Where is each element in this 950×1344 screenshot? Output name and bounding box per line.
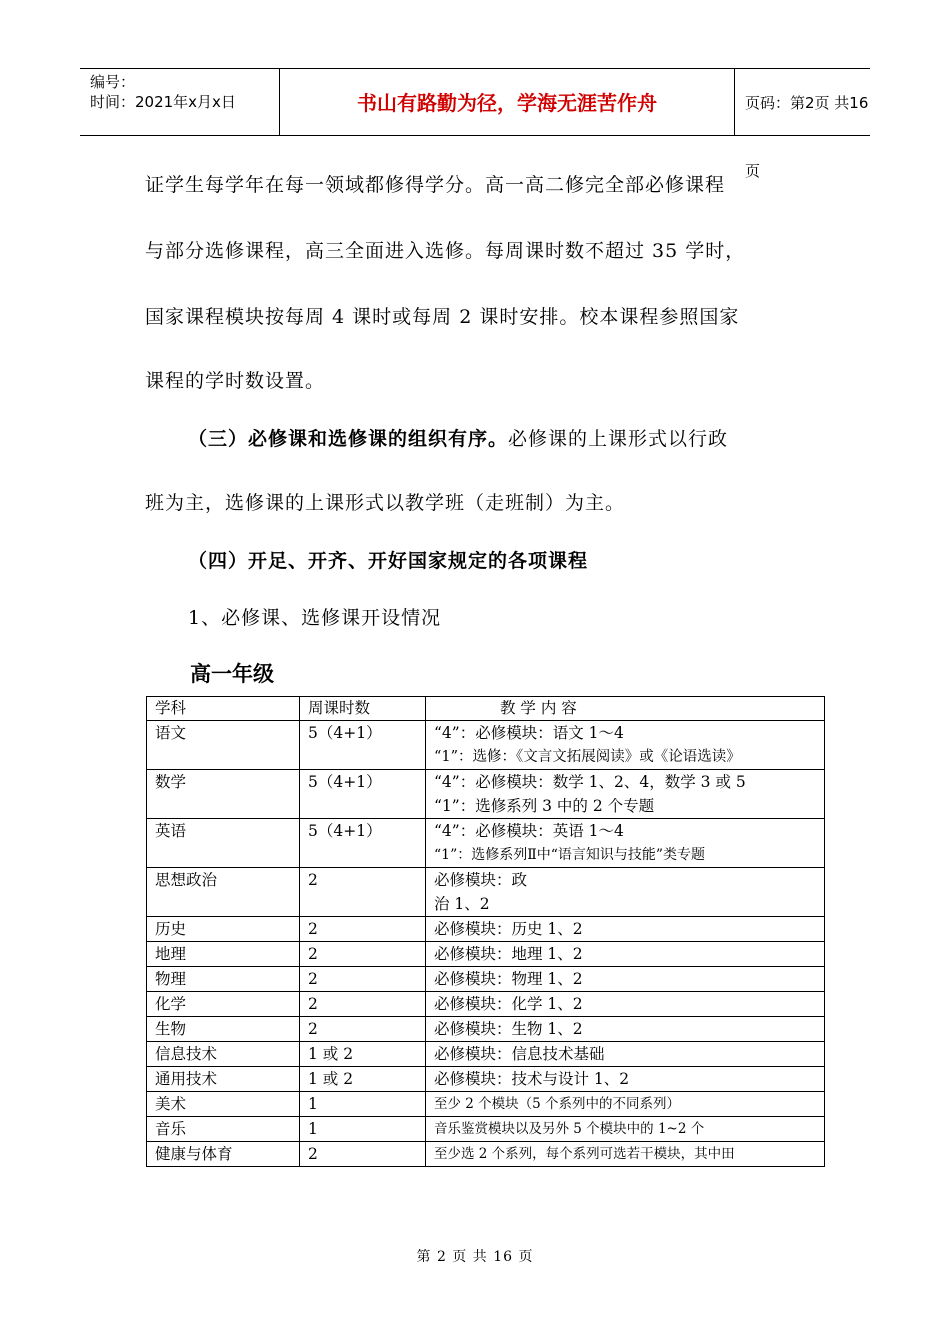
table-row — [147, 1092, 825, 1117]
cell-hours: 1 或 2 — [300, 1067, 426, 1092]
cell-content — [426, 967, 825, 992]
section4-heading: （四）开足、开齐、开好国家规定的各项课程 — [188, 550, 589, 572]
section3-line2: 班为主，选修课的上课形式以教学班（走班制）为主。 — [145, 492, 626, 514]
cell-content — [426, 942, 825, 967]
cell-subject: 美术 — [147, 1092, 300, 1117]
col-header-content: 教 学 内 容 — [426, 697, 825, 721]
cell-hours: 2 — [300, 992, 426, 1017]
table-row — [147, 992, 825, 1017]
content-line: “1”：选修系列Ⅱ中“语言知识与技能”类专题 — [434, 847, 706, 863]
cell-content — [426, 819, 825, 868]
course-table — [146, 696, 825, 1167]
table-row — [147, 1017, 825, 1042]
cell-subject: 音乐 — [147, 1117, 300, 1142]
cell-content — [426, 1142, 825, 1167]
cell-subject: 语文 — [147, 721, 300, 770]
content-line: 至少 2 个模块（5 个系列中的不同系列） — [434, 1096, 681, 1112]
col-header-hours: 周课时数 — [300, 697, 426, 721]
cell-hours: 5（4+1） — [300, 819, 426, 868]
cell-content — [426, 1092, 825, 1117]
cell-hours: 2 — [300, 1017, 426, 1042]
content-line: 必修模块：技术与设计 1、2 — [434, 1070, 630, 1088]
cell-subject: 通用技术 — [147, 1067, 300, 1092]
cell-content — [426, 721, 825, 770]
content-line: 必修模块：历史 1、2 — [434, 920, 583, 938]
cell-subject: 生物 — [147, 1017, 300, 1042]
grade-title: 高一年级 — [190, 662, 274, 686]
table-row — [147, 868, 825, 917]
cell-subject: 思想政治 — [147, 868, 300, 917]
cell-hours: 2 — [300, 917, 426, 942]
cell-hours: 5（4+1） — [300, 770, 426, 819]
body-line-3: 国家课程模块按每周 4 课时或每周 2 课时安排。校本课程参照国家 — [145, 306, 740, 328]
cell-hours: 5（4+1） — [300, 721, 426, 770]
content-line: 必修模块：政 — [434, 871, 528, 889]
item1-title: 1、必修课、选修课开设情况 — [188, 607, 442, 629]
table-row — [147, 1117, 825, 1142]
content-line: 必修模块：地理 1、2 — [434, 945, 583, 963]
content-line: 治 1、2 — [434, 895, 490, 913]
content-line: 必修模块：生物 1、2 — [434, 1020, 583, 1038]
cell-subject: 健康与体育 — [147, 1142, 300, 1167]
cell-content — [426, 1067, 825, 1092]
table-row — [147, 942, 825, 967]
header-meta — [80, 69, 280, 135]
cell-content — [426, 1017, 825, 1042]
header-motto: 书山有路勤为径，学海无涯苦作舟 — [280, 69, 735, 135]
content-line: “4”：必修模块：数学 1、2、4，数学 3 或 5 — [434, 773, 746, 791]
table-row — [147, 967, 825, 992]
cell-hours: 2 — [300, 942, 426, 967]
cell-subject: 信息技术 — [147, 1042, 300, 1067]
doc-number-label: 编号： — [90, 73, 136, 91]
cell-subject: 地理 — [147, 942, 300, 967]
table-row — [147, 721, 825, 770]
cell-content — [426, 917, 825, 942]
cell-subject: 化学 — [147, 992, 300, 1017]
table-row — [147, 1042, 825, 1067]
col-header-subject: 学科 — [147, 697, 300, 721]
page-header — [80, 68, 870, 180]
cell-subject: 数学 — [147, 770, 300, 819]
cell-hours: 2 — [300, 868, 426, 917]
cell-hours: 1 或 2 — [300, 1042, 426, 1067]
cell-hours: 1 — [300, 1117, 426, 1142]
cell-hours: 2 — [300, 1142, 426, 1167]
cell-hours: 1 — [300, 1092, 426, 1117]
page-footer: 第 2 页 共 16 页 — [416, 1249, 534, 1265]
cell-subject: 历史 — [147, 917, 300, 942]
doc-date-label: 时间：2021年x月x日 — [90, 93, 236, 111]
content-line: “4”：必修模块：语文 1～4 — [434, 724, 624, 742]
content-line: 至少选 2 个系列，每个系列可选若干模块，其中田 — [434, 1146, 735, 1162]
section3-heading: （三）必修课和选修课的组织有序。 — [188, 428, 509, 450]
header-page-info: 页码：第2页 共16页 — [745, 94, 869, 180]
cell-content — [426, 1042, 825, 1067]
section3-text: 必修课的上课形式以行政 — [508, 428, 729, 450]
content-line: 音乐鉴赏模块以及另外 5 个模块中的 1~2 个 — [434, 1121, 705, 1137]
table-row — [147, 917, 825, 942]
cell-hours: 2 — [300, 967, 426, 992]
content-line: 必修模块：化学 1、2 — [434, 995, 583, 1013]
cell-content — [426, 1117, 825, 1142]
table-header-row — [147, 697, 825, 721]
table-row — [147, 1067, 825, 1092]
table-row — [147, 819, 825, 868]
cell-content — [426, 992, 825, 1017]
content-line: “4”：必修模块：英语 1～4 — [434, 822, 624, 840]
table-row — [147, 770, 825, 819]
body-line-2: 与部分选修课程，高三全面进入选修。每周课时数不超过 35 学时， — [145, 240, 746, 262]
content-line: “1”：选修：《文言文拓展阅读》或《论语选读》 — [434, 749, 741, 765]
cell-subject: 英语 — [147, 819, 300, 868]
content-line: 必修模块：信息技术基础 — [434, 1045, 605, 1063]
cell-content — [426, 868, 825, 917]
table-row — [147, 1142, 825, 1167]
content-line: “1”：选修系列 3 中的 2 个专题 — [434, 797, 655, 815]
body-line-1: 证学生每学年在每一领域都修得学分。高一高二修完全部必修课程 — [145, 174, 726, 196]
content-line: 必修模块：物理 1、2 — [434, 970, 583, 988]
section3-paragraph — [188, 424, 868, 451]
cell-subject: 物理 — [147, 967, 300, 992]
body-line-4: 课程的学时数设置。 — [145, 370, 326, 392]
cell-content — [426, 770, 825, 819]
